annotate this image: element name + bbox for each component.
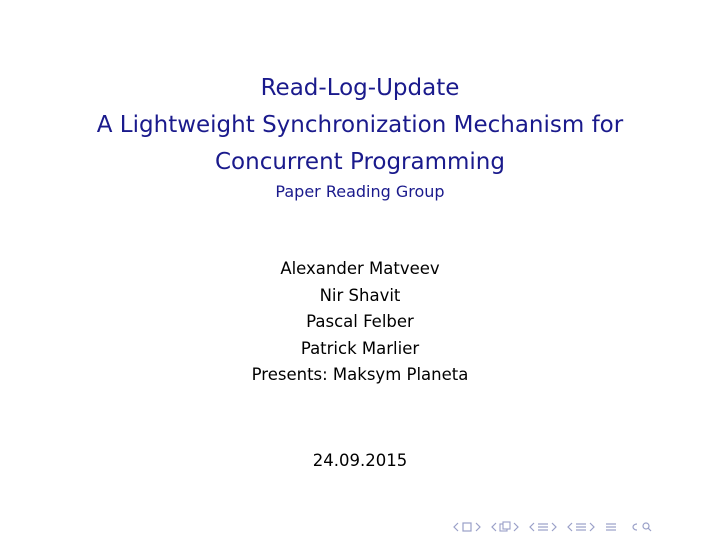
subsection-nav-icon[interactable]: [536, 521, 550, 533]
left-arrow-icon[interactable]: [566, 521, 574, 533]
author-name: Nir Shavit: [319, 285, 401, 305]
back-icon[interactable]: [626, 521, 640, 533]
beamer-navigation-bar: [452, 519, 662, 535]
section-nav-icon[interactable]: [574, 521, 588, 533]
frame-nav-icon[interactable]: [460, 521, 474, 533]
left-arrow-icon[interactable]: [490, 521, 498, 533]
left-arrow-icon[interactable]: [528, 521, 536, 533]
subsection-nav[interactable]: [528, 521, 558, 533]
presenter-name: Presents: Maksym Planeta: [251, 365, 469, 384]
slide-nav-icon[interactable]: [498, 521, 512, 533]
right-arrow-icon[interactable]: [588, 521, 596, 533]
author-name: Patrick Marlier: [300, 338, 420, 358]
section-nav[interactable]: [566, 521, 596, 533]
slide-subtitle: Paper Reading Group: [275, 182, 445, 201]
title-line-3: Concurrent Programming: [214, 149, 505, 175]
right-arrow-icon[interactable]: [474, 521, 482, 533]
title-line-1: Read-Log-Update: [260, 75, 460, 101]
document-nav[interactable]: [604, 521, 618, 533]
frame-nav[interactable]: [452, 521, 482, 533]
author-name: Alexander Matveev: [280, 259, 440, 278]
author-list: [0, 256, 720, 389]
right-arrow-icon[interactable]: [512, 521, 520, 533]
search-nav-icon[interactable]: [640, 521, 654, 533]
search-nav[interactable]: [626, 521, 654, 533]
title-line-2: A Lightweight Synchronization Mechanism for: [96, 112, 624, 138]
presentation-date: 24.09.2015: [312, 451, 408, 470]
slide-nav[interactable]: [490, 521, 520, 533]
slide-title: [0, 70, 720, 181]
author-name: Pascal Felber: [306, 312, 414, 331]
document-nav-icon[interactable]: [604, 521, 618, 533]
left-arrow-icon[interactable]: [452, 521, 460, 533]
right-arrow-icon[interactable]: [550, 521, 558, 533]
